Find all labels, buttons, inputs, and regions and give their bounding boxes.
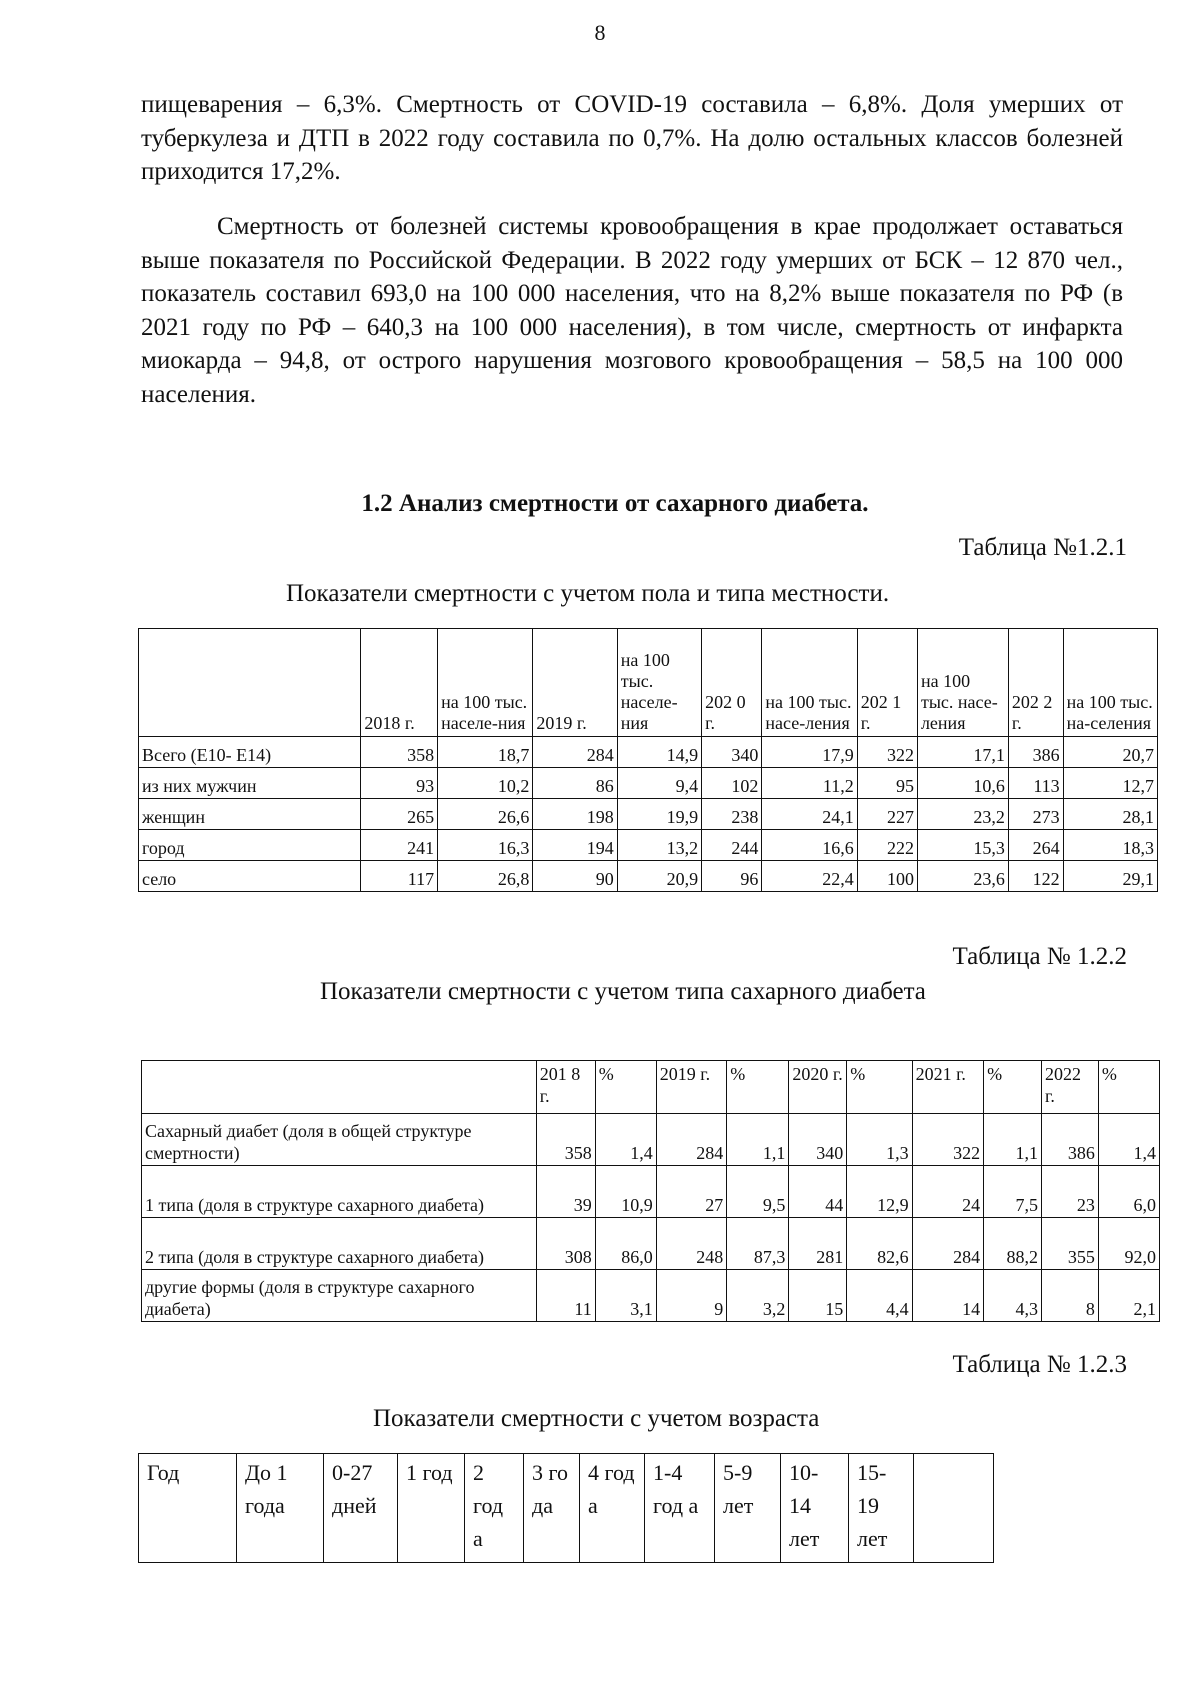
table-header-cell: % <box>847 1061 912 1114</box>
table-cell: 93 <box>361 768 438 799</box>
table-header-cell: Год <box>139 1454 237 1563</box>
paragraph-mortality-causes: пищеварения – 6,3%. Смертность от COVID-19 составила – 6,8%. Доля умерших от туберкулеза и ДТП в 2022 году составила по 0,7%. На долю остальных классов болезней приходится 17,2%. <box>141 91 1123 185</box>
table-cell: 3,2 <box>727 1270 789 1322</box>
table-cell: 11,2 <box>762 768 857 799</box>
table-header-cell: 5-9 лет <box>715 1454 781 1563</box>
table-cell: 238 <box>702 799 762 830</box>
table-cell: 10,6 <box>917 768 1008 799</box>
row-label: 2 типа (доля в структуре сахарного диабета) <box>142 1218 537 1270</box>
table-header-cell: на 100 тыс. населе-ния <box>617 629 701 737</box>
row-label: город <box>139 830 361 861</box>
table-header-cell: 202 1 г. <box>857 629 917 737</box>
table-cell: 86,0 <box>595 1218 656 1270</box>
table-header-cell: 2018 г. <box>361 629 438 737</box>
table-cell: 39 <box>536 1166 595 1218</box>
table-cell: 1,4 <box>595 1114 656 1166</box>
table-cell: 86 <box>533 768 617 799</box>
table3-label: Таблица № 1.2.3 <box>952 1351 1127 1378</box>
table-cell: 3,1 <box>595 1270 656 1322</box>
table-header-cell <box>142 1061 537 1114</box>
table-cell: 12,9 <box>847 1166 912 1218</box>
table-header-cell: 2019 г. <box>656 1061 727 1114</box>
table-header-cell: 1 год <box>398 1454 465 1563</box>
table-cell: 9 <box>656 1270 727 1322</box>
row-label: из них мужчин <box>139 768 361 799</box>
table-row <box>139 737 1158 768</box>
table-cell: 122 <box>1008 861 1063 892</box>
table-cell: 227 <box>857 799 917 830</box>
table-cell: 15 <box>789 1270 847 1322</box>
table-row <box>139 830 1158 861</box>
table-cell: 16,3 <box>438 830 533 861</box>
table-cell: 90 <box>533 861 617 892</box>
table-cell: 87,3 <box>727 1218 789 1270</box>
table-cell: 1,4 <box>1098 1114 1159 1166</box>
table-cell: 16,6 <box>762 830 857 861</box>
table2-label: Таблица № 1.2.2 <box>952 943 1127 970</box>
table-cell: 241 <box>361 830 438 861</box>
table-mortality-by-age <box>138 1453 994 1563</box>
table-header-cell: 201 8 г. <box>536 1061 595 1114</box>
table-header-cell: 202 0 г. <box>702 629 762 737</box>
table-cell: 14 <box>912 1270 984 1322</box>
table-cell: 15,3 <box>917 830 1008 861</box>
table-cell: 100 <box>857 861 917 892</box>
table-cell: 23 <box>1042 1166 1099 1218</box>
row-label: 1 типа (доля в структуре сахарного диабета) <box>142 1166 537 1218</box>
table-header-cell: 15- 19 лет <box>849 1454 914 1563</box>
table-cell: 82,6 <box>847 1218 912 1270</box>
table-header-cell: 2022 г. <box>1042 1061 1099 1114</box>
table-cell: 284 <box>533 737 617 768</box>
table-cell: 4,3 <box>984 1270 1042 1322</box>
table-cell: 10,9 <box>595 1166 656 1218</box>
table-header-cell: 2 год а <box>465 1454 524 1563</box>
table-header-row <box>139 1454 994 1563</box>
table1-label: Таблица №1.2.1 <box>958 534 1127 561</box>
table-cell: 222 <box>857 830 917 861</box>
table-cell: 308 <box>536 1218 595 1270</box>
table-cell: 23,2 <box>917 799 1008 830</box>
table-row <box>142 1270 1160 1322</box>
table-cell: 96 <box>702 861 762 892</box>
table-header-cell: 2021 г. <box>912 1061 984 1114</box>
table2-caption: Показатели смертности с учетом типа сахарного диабета <box>320 978 926 1005</box>
table-row <box>139 768 1158 799</box>
table-cell: 6,0 <box>1098 1166 1159 1218</box>
table-header-row <box>139 629 1158 737</box>
table-cell: 10,2 <box>438 768 533 799</box>
table-header-cell: на 100 тыс. насе-ления <box>762 629 857 737</box>
table-cell: 265 <box>361 799 438 830</box>
table-cell: 358 <box>536 1114 595 1166</box>
table-cell: 264 <box>1008 830 1063 861</box>
table-cell: 44 <box>789 1166 847 1218</box>
table-cell: 9,4 <box>617 768 701 799</box>
table-cell: 28,1 <box>1063 799 1157 830</box>
table-cell: 29,1 <box>1063 861 1157 892</box>
table-cell: 4,4 <box>847 1270 912 1322</box>
table-header-cell: 1-4 год а <box>645 1454 715 1563</box>
table-row <box>142 1166 1160 1218</box>
table-cell: 12,7 <box>1063 768 1157 799</box>
table-row <box>139 861 1158 892</box>
table-cell: 284 <box>656 1114 727 1166</box>
table-cell: 20,7 <box>1063 737 1157 768</box>
table-cell: 194 <box>533 830 617 861</box>
table-cell: 9,5 <box>727 1166 789 1218</box>
table-cell: 386 <box>1008 737 1063 768</box>
table-cell: 24 <box>912 1166 984 1218</box>
table-header-cell: % <box>984 1061 1042 1114</box>
table-cell: 244 <box>702 830 762 861</box>
table-cell: 273 <box>1008 799 1063 830</box>
table-cell: 88,2 <box>984 1218 1042 1270</box>
table-cell: 322 <box>912 1114 984 1166</box>
table-cell: 23,6 <box>917 861 1008 892</box>
table-cell: 284 <box>912 1218 984 1270</box>
row-label: село <box>139 861 361 892</box>
table-row <box>142 1218 1160 1270</box>
table-header-cell: 2020 г. <box>789 1061 847 1114</box>
table3-caption: Показатели смертности с учетом возраста <box>373 1405 820 1432</box>
table-header-cell <box>139 629 361 737</box>
table-cell: 1,1 <box>984 1114 1042 1166</box>
table-cell: 102 <box>702 768 762 799</box>
table-header-cell: 0-27 дней <box>324 1454 398 1563</box>
table-cell: 2,1 <box>1098 1270 1159 1322</box>
table-cell: 26,8 <box>438 861 533 892</box>
row-label: женщин <box>139 799 361 830</box>
row-label: другие формы (доля в структуре сахарного диабета) <box>142 1270 537 1322</box>
table-cell: 95 <box>857 768 917 799</box>
table-row <box>142 1114 1160 1166</box>
table-cell: 26,6 <box>438 799 533 830</box>
table-cell: 7,5 <box>984 1166 1042 1218</box>
table-cell: 24,1 <box>762 799 857 830</box>
table-header-cell: 10- 14 лет <box>781 1454 849 1563</box>
table-header-cell: % <box>1098 1061 1159 1114</box>
table-header-cell: 2019 г. <box>533 629 617 737</box>
table-cell: 358 <box>361 737 438 768</box>
table-cell: 18,7 <box>438 737 533 768</box>
table-header-row <box>142 1061 1160 1114</box>
table-mortality-by-sex-and-area <box>138 628 1158 892</box>
table-cell: 355 <box>1042 1218 1099 1270</box>
table-cell: 92,0 <box>1098 1218 1159 1270</box>
table-cell: 322 <box>857 737 917 768</box>
row-label: Всего (Е10- Е14) <box>139 737 361 768</box>
table-header-cell: 4 год а <box>580 1454 645 1563</box>
table-cell: 27 <box>656 1166 727 1218</box>
table1-caption: Показатели смертности с учетом пола и типа местности. <box>286 580 890 607</box>
table-cell: 1,3 <box>847 1114 912 1166</box>
table-cell: 340 <box>789 1114 847 1166</box>
table-header-cell: % <box>595 1061 656 1114</box>
table-cell: 17,9 <box>762 737 857 768</box>
table-header-cell: 3 го да <box>524 1454 580 1563</box>
table-cell: 22,4 <box>762 861 857 892</box>
table-cell: 13,2 <box>617 830 701 861</box>
table-header-cell <box>914 1454 994 1563</box>
section-heading: 1.2 Анализ смертности от сахарного диабета. <box>361 490 869 517</box>
table-cell: 17,1 <box>917 737 1008 768</box>
table-cell: 113 <box>1008 768 1063 799</box>
table-header-cell: До 1 года <box>237 1454 324 1563</box>
table-cell: 386 <box>1042 1114 1099 1166</box>
row-label: Сахарный диабет (доля в общей структуре смертности) <box>142 1114 537 1166</box>
table-cell: 11 <box>536 1270 595 1322</box>
table-cell: 20,9 <box>617 861 701 892</box>
table-cell: 18,3 <box>1063 830 1157 861</box>
page-number: 8 <box>594 20 606 45</box>
table-header-cell: на 100 тыс. на-селения <box>1063 629 1157 737</box>
table-cell: 198 <box>533 799 617 830</box>
table-cell: 340 <box>702 737 762 768</box>
table-header-cell: % <box>727 1061 789 1114</box>
table-cell: 19,9 <box>617 799 701 830</box>
table-row <box>139 799 1158 830</box>
table-header-cell: на 100 тыс. насе-ления <box>917 629 1008 737</box>
table-cell: 117 <box>361 861 438 892</box>
table-cell: 14,9 <box>617 737 701 768</box>
table-header-cell: на 100 тыс. населе-ния <box>438 629 533 737</box>
table-cell: 1,1 <box>727 1114 789 1166</box>
paragraph-circulatory-mortality: Смертность от болезней системы кровообращения в крае продолжает оставаться выше показателя по Российской Федерации. В 2022 году умерших от БСК – 12 870 чел., показатель составил 693,0 на 100 000 населения, что на 8,2% выше показателя по РФ (в 2021 году по РФ – 640,3 на 100 000 населения), в том числе, смертность от инфаркта миокарда – 94,8, от острого нарушения мозгового кровообращения – 58,5 на 100 000 населения. <box>141 213 1123 408</box>
table-cell: 248 <box>656 1218 727 1270</box>
table-header-cell: 202 2 г. <box>1008 629 1063 737</box>
table-cell: 281 <box>789 1218 847 1270</box>
table-mortality-by-diabetes-type <box>141 1060 1160 1322</box>
table-cell: 8 <box>1042 1270 1099 1322</box>
